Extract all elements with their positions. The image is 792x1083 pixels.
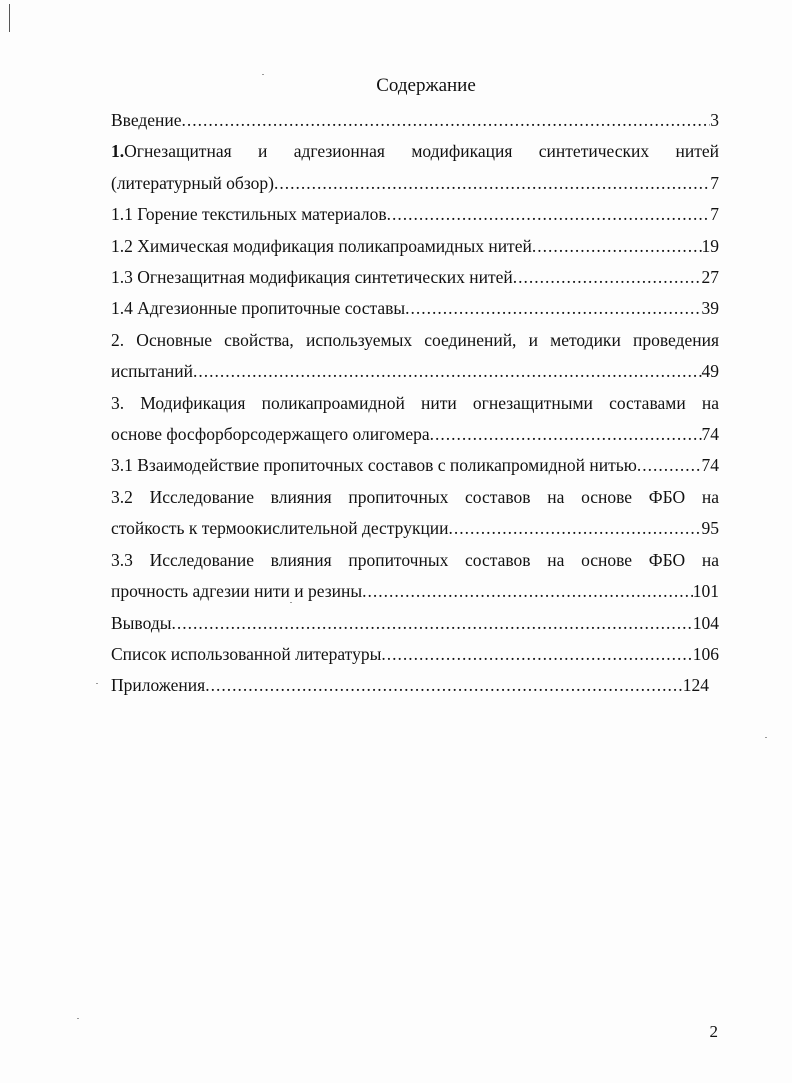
toc-entry-page: 7 (710, 204, 719, 225)
toc-entry-chapter-2-line2 (111, 356, 719, 387)
toc-entry-page: 39 (701, 298, 719, 319)
toc-entry-text: 3.1 Взаимодействие пропиточных составов с поликапромидной нитью (111, 455, 637, 476)
toc-entry-text: испытаний (111, 361, 193, 382)
toc-chapter-number: 1. (111, 141, 125, 162)
toc-leader-dots (405, 293, 701, 324)
toc-entry-page: 104 (692, 612, 719, 633)
toc-leader-dots (637, 450, 702, 481)
toc-entry-conclusions (111, 608, 719, 639)
toc-leader-dots (274, 168, 710, 199)
toc-entry-3-3-line2 (111, 576, 719, 607)
toc-entry-text: 1.1 Горение текстильных материалов (111, 204, 387, 225)
toc-leader-dots (205, 670, 683, 701)
toc-leader-dots (362, 576, 693, 607)
toc-entry-text: Выводы (111, 612, 172, 633)
toc-entry-text: (литературный обзор) (111, 172, 274, 193)
toc-entry-3-1 (111, 450, 719, 481)
toc-entry-chapter-3-line2 (111, 419, 719, 450)
scan-speck (77, 1018, 79, 1019)
toc-entry-text: Введение (111, 110, 182, 130)
page-title: Содержание (376, 75, 476, 96)
toc-leader-dots (430, 419, 702, 450)
toc-entry-page: 124 (682, 675, 709, 696)
toc-entry-page: 101 (692, 581, 719, 602)
toc-entry-page: 49 (701, 361, 719, 382)
toc-entry-text: 1.3 Огнезащитная модификация синтетических нитей (111, 267, 513, 288)
page-number: 2 (709, 1022, 718, 1041)
toc-entry-page: 7 (710, 172, 719, 193)
toc-entry-text: 1.4 Адгезионные пропиточные составы (111, 298, 406, 319)
toc-entry-page: 106 (692, 643, 719, 664)
table-of-contents (111, 105, 719, 702)
toc-leader-dots (381, 639, 692, 670)
toc-entry-page: 3 (710, 110, 719, 130)
toc-entry-chapter-2-line1: 2. Основные свойства, используемых соединений, и методики проведения (111, 329, 719, 350)
toc-entry-chapter-1-line2 (111, 168, 719, 199)
toc-entry-text: стойкость к термоокислительной деструкции (111, 518, 449, 539)
toc-entry-1-4 (111, 293, 719, 324)
toc-entry-chapter-1-line1 (111, 136, 719, 167)
toc-entry-page: 74 (701, 455, 719, 476)
toc-entry-1-1 (111, 199, 719, 230)
scan-speck (290, 602, 292, 603)
scan-speck (262, 74, 264, 75)
toc-leader-dots (182, 105, 711, 136)
toc-entry-1-3 (111, 262, 719, 293)
scan-speck (765, 737, 767, 738)
scan-speck (96, 683, 98, 684)
toc-entry-text: Огнезащитная и адгезионная модификация синтетических нитей (124, 141, 719, 162)
toc-entry-text: Список использованной литературы (111, 643, 382, 664)
toc-entry-page: 19 (701, 235, 719, 256)
toc-entry-page: 74 (701, 424, 719, 445)
toc-entry-page: 27 (701, 267, 719, 288)
toc-leader-dots (193, 356, 702, 387)
toc-leader-dots (513, 262, 702, 293)
toc-entry-appendices (111, 670, 709, 701)
toc-leader-dots (532, 231, 702, 262)
toc-entry-chapter-3-line1: 3. Модификация поликапроамидной нити огнезащитными составами на (111, 392, 719, 413)
toc-entry-3-3-line1: 3.3 Исследование влияния пропиточных составов на основе ФБО на (111, 549, 719, 570)
toc-entry-introduction (111, 105, 719, 136)
toc-leader-dots (171, 608, 692, 639)
toc-entry-text: 1.2 Химическая модификация поликапроамидных нитей (111, 235, 532, 256)
toc-entry-3-2-line2 (111, 513, 719, 544)
toc-entry-1-2 (111, 231, 719, 262)
toc-entry-3-2-line1: 3.2 Исследование влияния пропиточных составов на основе ФБО на (111, 486, 719, 507)
toc-leader-dots (387, 199, 711, 230)
toc-entry-page: 95 (701, 518, 719, 539)
scan-edge-mark (9, 4, 10, 32)
toc-leader-dots (449, 513, 702, 544)
toc-entry-text: Приложения (111, 675, 206, 696)
toc-entry-text: прочность адгезии нити и резины (111, 581, 363, 602)
toc-entry-text: основе фосфорборсодержащего олигомера (111, 424, 430, 445)
toc-entry-references (111, 639, 719, 670)
